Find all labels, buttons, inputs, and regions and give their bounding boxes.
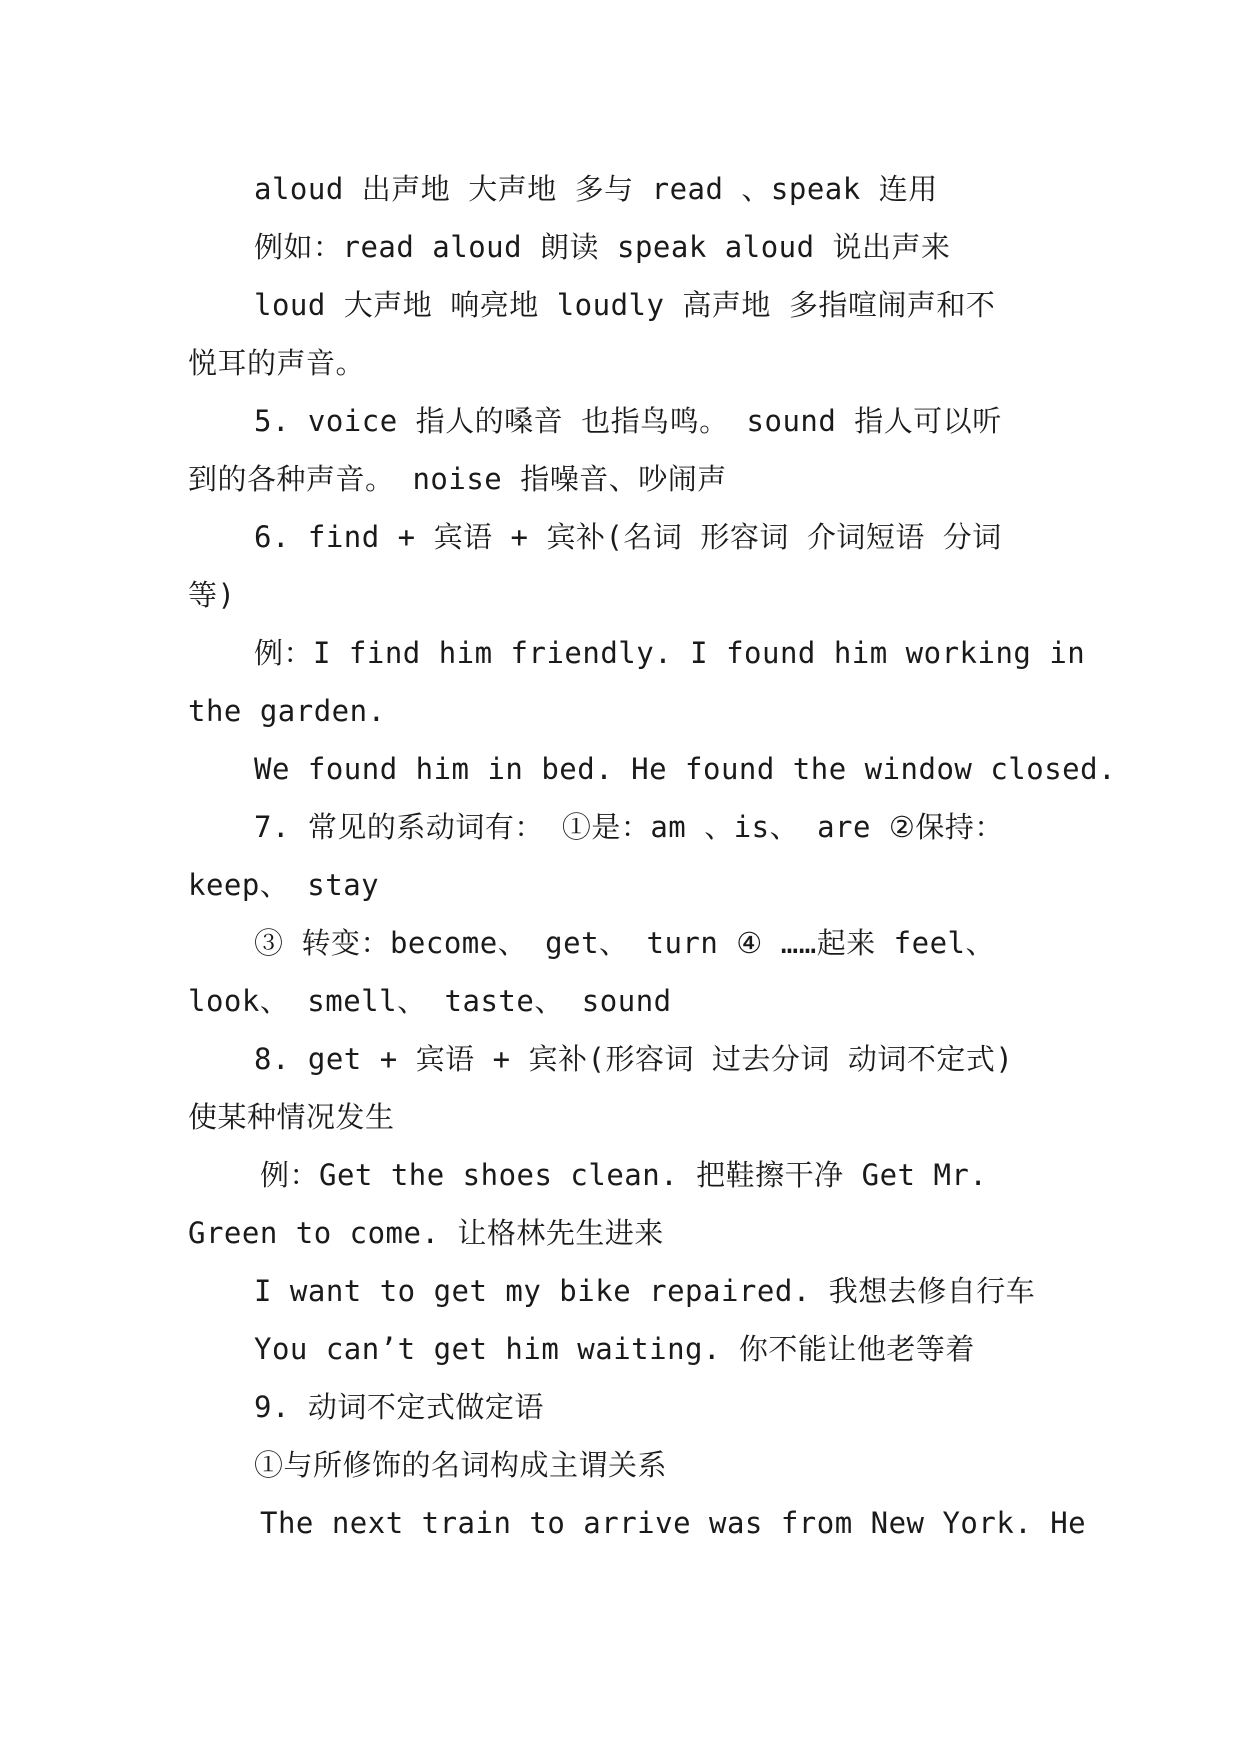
text-line: aloud 出声地 大声地 多与 read 、speak 连用 (254, 172, 938, 206)
text-line: 例：Get the shoes clean. 把鞋擦干净 Get Mr. (260, 1158, 988, 1192)
text-line: 悦耳的声音。 (188, 346, 366, 380)
text-line: 例如：read aloud 朗读 speak aloud 说出声来 (254, 230, 951, 264)
text-line: The next train to arrive was from New York. He (260, 1506, 1087, 1540)
text-line: keep、 stay (188, 868, 380, 902)
text-line: ①与所修饰的名词构成主谓关系 (254, 1448, 668, 1482)
text-line: 到的各种声音。 noise 指噪音、吵闹声 (188, 462, 727, 496)
text-line: You can’t get him waiting. 你不能让他老等着 (254, 1332, 975, 1366)
text-line: 6. find + 宾语 + 宾补(名词 形容词 介词短语 分词 (254, 520, 1002, 554)
text-line: I want to get my bike repaired. 我想去修自行车 (254, 1274, 1036, 1308)
text-line: Green to come. 让格林先生进来 (188, 1216, 664, 1250)
text-line: look、 smell、 taste、 sound (188, 984, 672, 1018)
text-line: 5. voice 指人的嗓音 也指鸟鸣。 sound 指人可以听 (254, 404, 1002, 438)
text-line: 9. 动词不定式做定语 (254, 1390, 544, 1424)
text-line: loud 大声地 响亮地 loudly 高声地 多指喧闹声和不 (254, 288, 996, 322)
text-line: We found him in bed. He found the window closed. (254, 752, 1117, 786)
text-line: 等) (188, 578, 236, 612)
text-line: the garden. (188, 694, 386, 728)
document-body (188, 160, 1117, 1552)
text-line: ③ 转变：become、 get、 turn ④ ……起来 feel、 (254, 926, 995, 960)
text-line: 例：I find him friendly. I found him working in (254, 636, 1086, 670)
text-line: 8. get + 宾语 + 宾补(形容词 过去分词 动词不定式) (254, 1042, 1014, 1076)
text-line: 使某种情况发生 (188, 1100, 395, 1134)
text-line: 7. 常见的系动词有： ①是：am 、is、 are ②保持： (254, 810, 1004, 844)
